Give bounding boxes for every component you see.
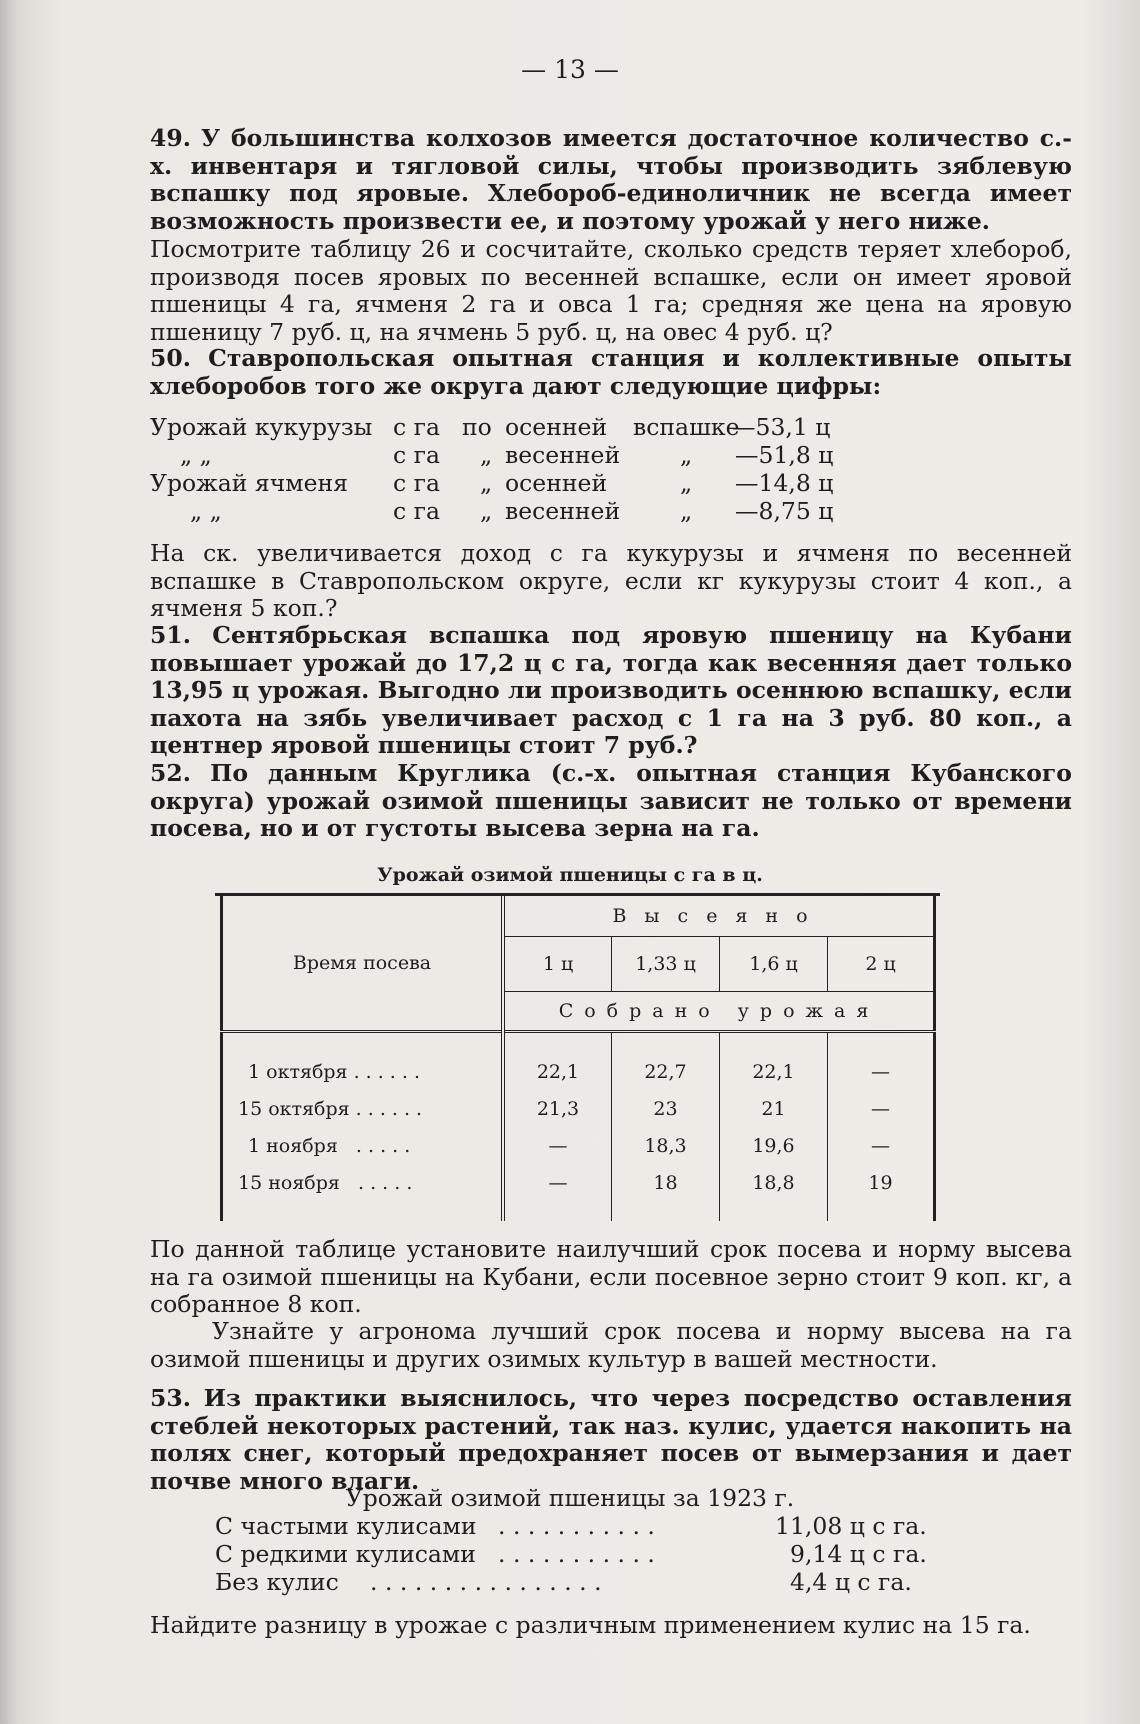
data-line: „ „ с га „ весенней „ —8,75 ц: [190, 497, 834, 525]
problem-52-text: 52. По данным Круглика (с.-х. опытная станция Кубанского округа) урожай озимой пшеницы зависит не только от времени посева, но и от густоты высева зерна на га.: [150, 759, 1072, 842]
page-number: — 13 —: [521, 55, 619, 84]
problem-50-text: 50. Ставропольская опытная станция и коллективные опыты хлеборобов того же округа дают следующие цифры:: [150, 344, 1072, 400]
problem-50-question-block: [150, 540, 1072, 623]
problem-number: 49.: [150, 124, 191, 152]
table-caption: Урожай озимой пшеницы с га в ц.: [377, 864, 763, 886]
corn-barley-data: [150, 413, 1050, 525]
problem-49-text: 49. У большинства колхозов имеется достаточное количество с.-х. инвентаря и тягловой силы, чтобы производить зяблевую вспашку под яровые. Хлебороб-единоличник не всегда имеет возможность произвести ее, и поэтому урожай у него ниже.: [150, 124, 1072, 235]
data-line: Урожай ячменя с га „ осенней „ —14,8 ц: [150, 469, 834, 497]
problem-53-text: 53. Из практики выяснилось, что через посредство оставления стеблей некоторых растений, так наз. кулис, удается накопить на полях снег, который предохраняет посев от вымерзания и дает почве много влаги.: [150, 1384, 1072, 1495]
problem-53-question: Найдите разницу в урожае с различным применением кулис на 15 га.: [150, 1611, 1031, 1639]
list-item: С частыми кулисами . . . . . . . . . . . 11,08 ц с га.: [215, 1512, 927, 1540]
yield-list-title: Урожай озимой пшеницы за 1923 г.: [345, 1484, 795, 1512]
yield-list: [215, 1512, 975, 1596]
header-sown: Высеяно: [503, 896, 935, 936]
problem-51: [150, 622, 1072, 760]
problem-50-question: На ск. увеличивается доход с га кукурузы и ячменя по весенней вспашке в Ставропольском округе, если кг кукурузы стоит 4 коп., а ячменя 5 коп.?: [150, 539, 1072, 622]
problem-49: [150, 125, 1072, 346]
problem-53: [150, 1385, 1072, 1495]
problem-50: [150, 345, 1072, 400]
table-row: 15 ноября . . . . . — 18 18,8 19: [222, 1164, 935, 1201]
col-header-4: 2 ц: [828, 936, 935, 991]
problem-51-text: 51. Сентябрьская вспашка под яровую пшеницу на Кубани повышает урожай до 17,2 ц с га, тогда как весенняя дает только 13,95 ц урожая. Выгодно ли производить осеннюю вспашку, если пахота на зябь увеличивает расход с 1 га на 3 руб. 80 коп., а центнер яровой пшеницы стоит 7 руб.?: [150, 621, 1072, 759]
col-header-time: Время посева: [222, 896, 504, 1031]
list-item: Без кулис . . . . . . . . . . . . . . . . 4,4 ц с га.: [215, 1568, 912, 1596]
col-header-2: 1,33 ц: [612, 936, 720, 991]
yield-table-grid: [220, 896, 936, 1221]
problem-52-question: По данной таблице установите наилучший срок посева и норму высева на га озимой пшеницы на Кубани, если посевное зерно стоит 9 коп. кг, а собранное 8 коп.: [150, 1235, 1072, 1318]
data-line: Урожай кукурузы с га по осенней вспашке —53,1 ц: [150, 413, 831, 441]
table-row: 15 октября . . . . . . 21,3 23 21 —: [222, 1090, 935, 1127]
table-row: 1 ноября . . . . . — 18,3 19,6 —: [222, 1127, 935, 1164]
problem-52: [150, 760, 1072, 843]
header-harvest: Собрано урожая: [503, 991, 935, 1031]
data-line: „ „ с га „ весенней „ —51,8 ц: [180, 441, 834, 469]
problem-52-task: Узнайте у агронома лучший срок посева и норму высева на га озимой пшеницы и других озимых культур в вашей местности.: [150, 1317, 1072, 1373]
table-row: 1 октября . . . . . . 22,1 22,7 22,1 —: [222, 1053, 935, 1090]
problem-49-question: Посмотрите таблицу 26 и сосчитайте, сколько средств теряет хлебороб, производя посев яровых по весенней вспашке, если он имеет яровой пшеницы 4 га, ячменя 2 га и овса 1 га; средняя же цена на яровую пшеницу 7 руб. ц, на ячмень 5 руб. ц, на овес 4 руб. ц?: [150, 235, 1072, 346]
col-header-1: 1 ц: [503, 936, 612, 991]
col-header-3: 1,6 ц: [720, 936, 828, 991]
yield-table: [215, 893, 940, 1221]
list-item: С редкими кулисами . . . . . . . . . . . 9,14 ц с га.: [215, 1540, 927, 1568]
